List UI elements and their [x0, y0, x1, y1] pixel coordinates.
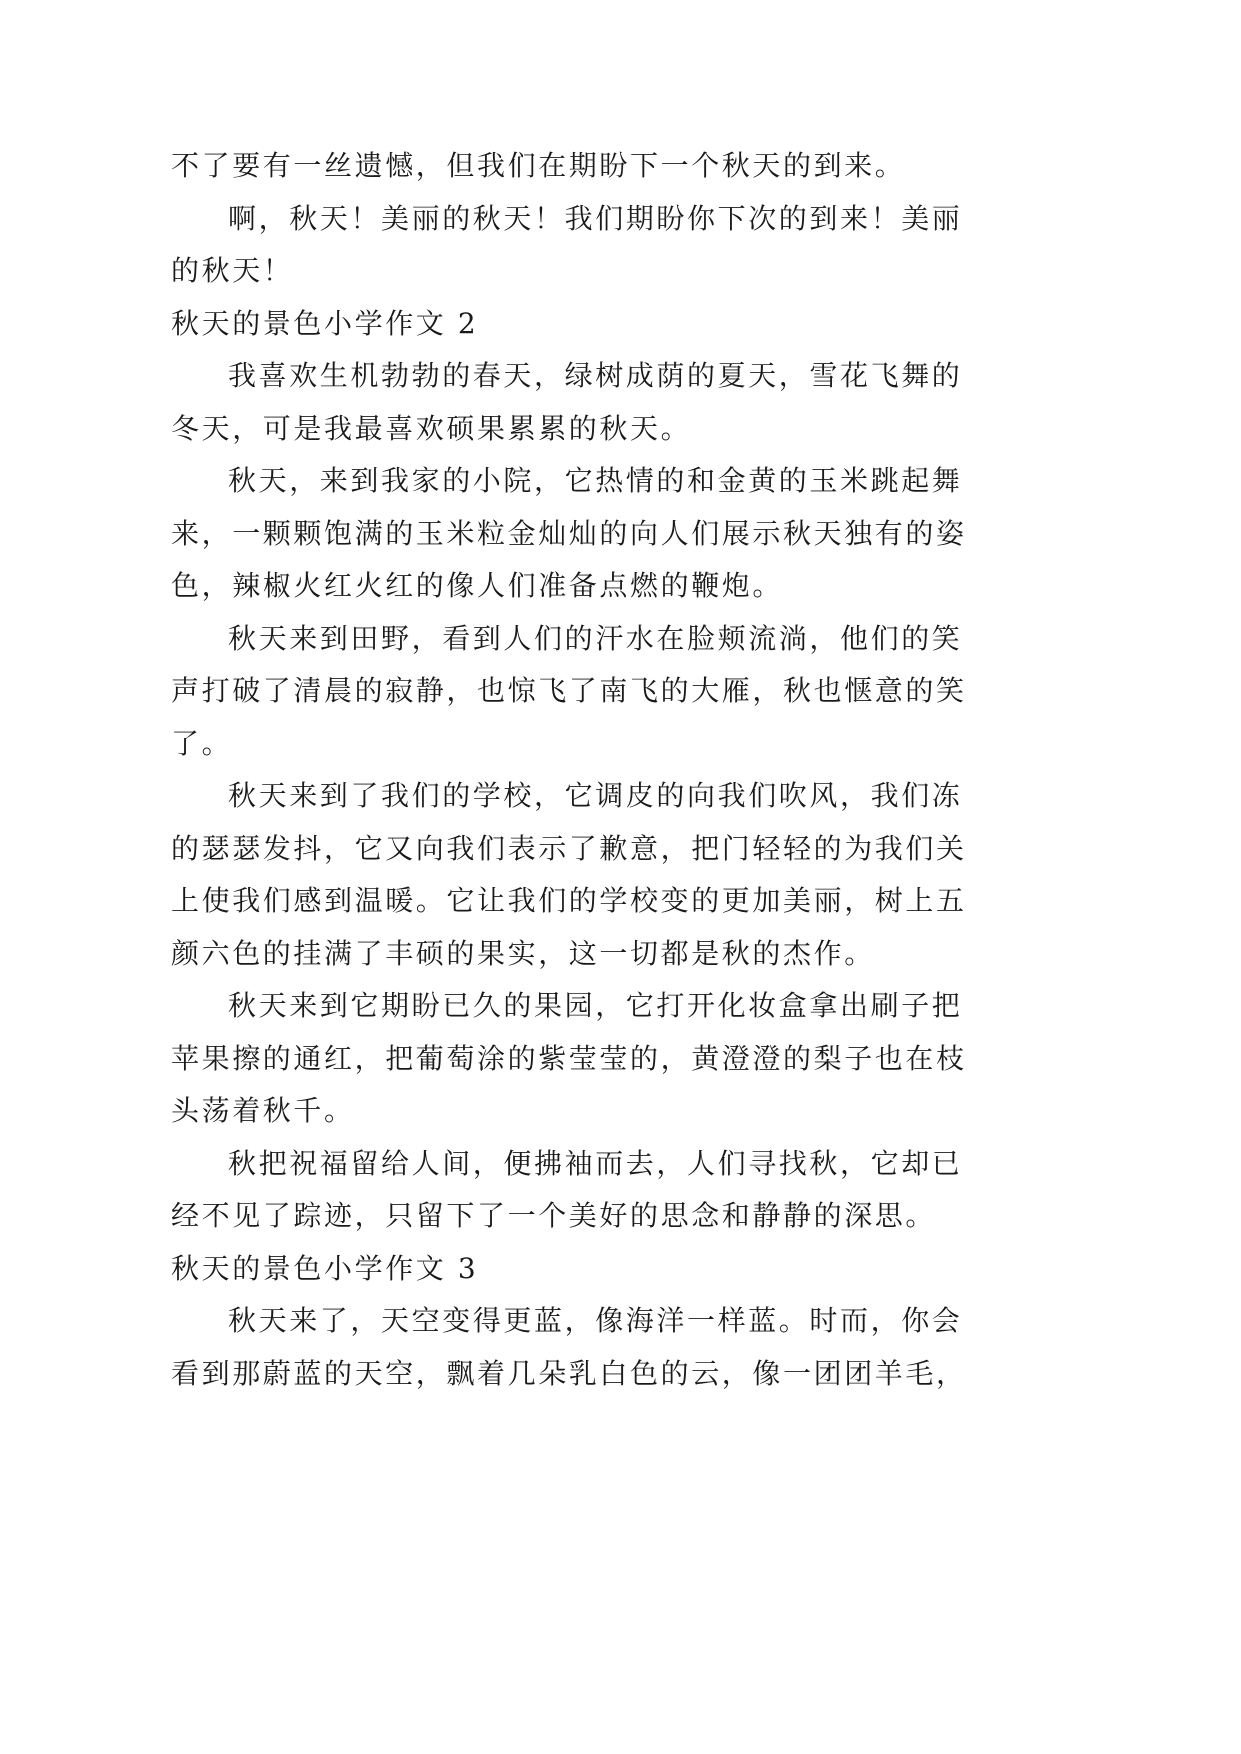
text-line: 不了要有一丝遗憾，但我们在期盼下一个秋天的到来。 [171, 149, 906, 182]
text-line: 我喜欢生机勃勃的春天，绿树成荫的夏天，雪花飞舞的 [228, 359, 963, 392]
text-line: 来，一颗颗饱满的玉米粒金灿灿的向人们展示秋天独有的姿 [171, 516, 967, 550]
text-line: 头荡着秋千。 [171, 1094, 355, 1127]
text-line: 苹果擦的通红，把葡萄涂的紫莹莹的，黄澄澄的梨子也在枝 [171, 1041, 967, 1075]
text-line: 颜六色的挂满了丰硕的果实，这一切都是秋的杰作。 [171, 936, 875, 970]
text-line: 秋天来到它期盼已久的果园，它打开化妆盒拿出刷子把 [228, 989, 963, 1022]
text-line: 上使我们感到温暖。它让我们的学校变的更加美丽，树上五 [171, 884, 967, 917]
text-line: 秋把祝福留给人间，便拂袖而去，人们寻找秋，它却已 [228, 1146, 963, 1180]
text-line: 的秋天！ [171, 254, 294, 287]
text-line: 冬天，可是我最喜欢硕果累累的秋天。 [171, 411, 692, 445]
text-line: 秋天来了，天空变得更蓝，像海洋一样蓝。时而，你会 [228, 1304, 963, 1337]
section-heading: 秋天的景色小学作文 3 [171, 1251, 479, 1285]
text-line: 色，辣椒火红火红的像人们准备点燃的鞭炮。 [171, 569, 784, 602]
text-line: 啊，秋天！美丽的秋天！我们期盼你下次的到来！美丽 [228, 201, 963, 235]
text-line: 了。 [171, 726, 233, 760]
section-heading: 秋天的景色小学作文 2 [171, 306, 479, 340]
text-line: 秋天来到田野，看到人们的汗水在脸颊流淌，他们的笑 [228, 621, 963, 655]
text-line: 声打破了清晨的寂静，也惊飞了南飞的大雁，秋也惬意的笑 [171, 674, 967, 707]
text-line: 的瑟瑟发抖，它又向我们表示了歉意，把门轻轻的为我们关 [171, 831, 967, 865]
text-line: 经不见了踪迹，只留下了一个美好的思念和静静的深思。 [171, 1199, 937, 1232]
document-body [171, 140, 967, 1400]
text-line: 看到那蔚蓝的天空，飘着几朵乳白色的云，像一团团羊毛， [171, 1356, 967, 1390]
text-line: 秋天，来到我家的小院，它热情的和金黄的玉米跳起舞 [228, 464, 963, 497]
text-line: 秋天来到了我们的学校，它调皮的向我们吹风，我们冻 [228, 779, 963, 812]
